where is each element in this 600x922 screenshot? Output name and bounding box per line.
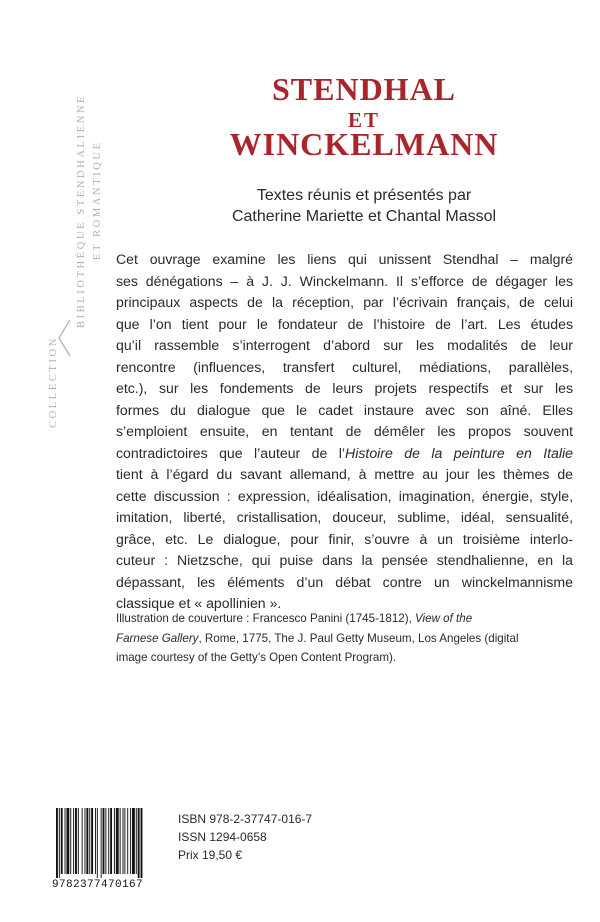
collection-series-line2: ET ROMANTIQUE — [92, 140, 103, 260]
barcode-bar — [85, 808, 86, 874]
collection-spine — [36, 28, 116, 428]
abstract-line: classique et « apollinien ». — [116, 595, 282, 611]
barcode-bar — [108, 808, 109, 874]
barcode-bar — [66, 808, 69, 874]
barcode-bar — [116, 808, 119, 874]
barcode-bar — [127, 808, 128, 874]
barcode-bars — [52, 808, 166, 878]
abstract-line: rencontre (influences, transfert culturel, médiations, parallèles, — [116, 358, 573, 375]
collection-chevron-icon — [56, 318, 72, 358]
credit-text: Illustration de couverture : Francesco Panini (1745-1812), — [116, 612, 416, 625]
collection-series-line1: BIBLIOTHÈQUE STENDHALIENNE — [76, 93, 87, 328]
barcode-bar — [123, 808, 124, 874]
book-title-line2: ET — [347, 108, 380, 132]
credit-line — [116, 629, 586, 649]
barcode-bar — [59, 808, 60, 878]
abstract-line: que l’on tient pour le fondateur de l’histoire de l’art. Les études — [116, 315, 573, 332]
abstract-line: principaux aspects de la réception, par l’écrivain français, de celui — [116, 294, 573, 310]
barcode-bar — [101, 808, 102, 878]
abstract-line: qu’il rassemble s’interrogent d’abord sur les modalités de leur — [116, 337, 573, 353]
barcode-bar — [56, 808, 58, 878]
abstract-text: contradictoires que l’auteur de l’ — [116, 444, 346, 461]
isbn-number: ISBN 978-2-37747-016-7 — [178, 812, 313, 826]
barcode-bar — [105, 808, 106, 874]
abstract-line: dépassant, les éléments d’un débat contre un winckelmannisme — [116, 573, 573, 590]
barcode-bar — [91, 808, 93, 874]
issn-number: ISSN 1294-0658 — [178, 830, 267, 844]
editors-block — [150, 185, 578, 227]
credit-artwork-title: View of the — [415, 612, 473, 625]
barcode-digits: 9782377470167 — [52, 879, 144, 891]
abstract-line-with-title — [116, 443, 573, 465]
abstract-line: Cet ouvrage examine les liens qui unissent Stendhal – malgré — [116, 251, 573, 267]
isbn-info — [178, 810, 312, 864]
barcode-bar — [130, 808, 131, 874]
barcode-bar — [120, 808, 121, 874]
abstract-line: tient à l’égard du savant allemand, à mettre au jour les thèmes de — [116, 466, 573, 482]
abstract-line: etc.), sur les fondements de leurs projets respectifs et sur les — [116, 380, 573, 396]
price: Prix 19,50 € — [178, 848, 243, 862]
editors-line1: Textes réunis et présentés par — [256, 187, 472, 204]
abstract-line: ses dénégations – à J. J. Winckelmann. Il s’efforce de dégager les — [116, 272, 573, 289]
abstract-book-title: Histoire de la peinture en Italie — [345, 444, 573, 461]
barcode-bar — [86, 808, 88, 874]
credit-line: image courtesy of the Getty’s Open Content Program). — [116, 651, 397, 664]
barcode-bar — [70, 808, 71, 874]
barcode-bar — [73, 808, 74, 874]
collection-label: COLLECTION — [48, 336, 59, 428]
barcode-bar — [95, 808, 96, 874]
cover-illustration-credit — [116, 609, 586, 668]
credit-line — [116, 609, 586, 629]
barcode-bar — [103, 808, 105, 874]
barcode-bar — [78, 808, 79, 874]
abstract-line: cette discussion : expression, idéalisation, imagination, énergie, style, — [116, 487, 573, 504]
barcode-bar — [138, 808, 140, 878]
barcode-bar — [65, 808, 66, 874]
barcode-bar — [114, 808, 115, 874]
barcode-bar — [141, 808, 143, 878]
barcode-bar — [136, 808, 137, 874]
abstract-line: formes du dialogue que le cadet instaure avec son aîné. Elles — [116, 401, 573, 418]
abstract-line: cuteur : Nietzsche, qui puise dans la pensée stendhalienne, en la — [116, 552, 573, 568]
abstract-line: s’emploient ensuite, en tentant de démêler les propos souvent — [116, 423, 573, 439]
barcode-bar — [110, 808, 112, 874]
isbn-barcode — [52, 808, 166, 896]
abstract-paragraph — [116, 249, 573, 615]
barcode-bar — [89, 808, 90, 874]
barcode-bar — [82, 808, 83, 874]
credit-text: , Rome, 1775, The J. Paul Getty Museum, Los Angeles (digital — [198, 631, 519, 645]
book-title-line3: WINCKELMANN — [229, 126, 499, 162]
abstract-line: grâce, etc. Le dialogue, pour finir, s’ouvre à un troisième interlo- — [116, 530, 573, 547]
book-title-line1: STENDHAL — [271, 71, 457, 107]
barcode-bar — [61, 808, 63, 874]
barcode-bar — [124, 808, 125, 874]
barcode-bar — [75, 808, 77, 874]
abstract-line: imitation, liberté, cristallisation, douceur, sublime, idéal, sensualité, — [116, 509, 573, 525]
barcode-bar — [97, 808, 98, 878]
barcode-bar — [132, 808, 135, 874]
credit-artwork-title: Farnese Gallery — [116, 631, 199, 645]
editors-line2: Catherine Mariette et Chantal Massol — [231, 208, 497, 225]
